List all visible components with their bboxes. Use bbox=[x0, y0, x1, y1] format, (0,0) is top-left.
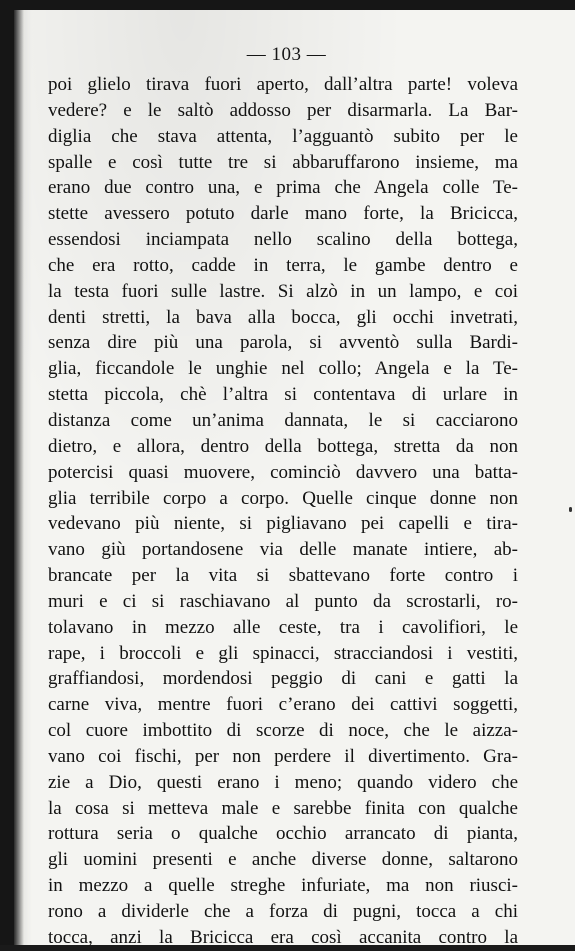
page-number: — 103 — bbox=[246, 44, 327, 65]
text-line: rape, i broccoli e gli spinacci, stracciandosi i vestiti, bbox=[48, 642, 518, 664]
text-line: rono a dividerle che a forza di pugni, tocca a chi bbox=[48, 901, 518, 922]
text-line: brancate per la vita si sbattevano forte contro i bbox=[48, 565, 518, 587]
text-line: gli uomini presenti e anche diverse donne, saltarono bbox=[48, 849, 518, 871]
text-line: vano coi fischi, per non perdere il divertimento. Gra- bbox=[48, 745, 518, 767]
text-line: potercisi quasi muovere, cominciò davvero una batta- bbox=[48, 461, 518, 483]
ink-speck bbox=[569, 507, 572, 512]
text-line: essendosi inciampata nello scalino della bottega, bbox=[48, 229, 518, 251]
text-line: la cosa si metteva male e sarebbe finita con qualche bbox=[48, 797, 518, 819]
text-line: rottura seria o qualche occhio arrancato di pianta, bbox=[48, 823, 518, 845]
text-line: col cuore imbottito di scorze di noce, che le aizza- bbox=[48, 720, 518, 742]
text-line: graffiandosi, mordendosi peggio di cani e gatti la bbox=[48, 668, 518, 690]
text-line: poi glielo tirava fuori aperto, dall’altra parte! voleva bbox=[48, 74, 518, 95]
text-line: tocca, anzi la Bricicca era così accanita contro la bbox=[48, 926, 518, 948]
text-line: vedere? e le saltò addosso per disarmarla. La Bar- bbox=[48, 99, 518, 121]
text-line: vano giù portandosene via delle manate intiere, ab- bbox=[48, 539, 518, 561]
text-line: vedevano più niente, si pigliavano pei capelli e tira- bbox=[48, 513, 518, 535]
text-line: in mezzo a quelle streghe infuriate, ma non riusci- bbox=[48, 875, 518, 897]
text-line: diglia che stava attenta, l’agguantò subito per le bbox=[48, 125, 518, 147]
text-line: distanza come un’anima dannata, le si cacciarono bbox=[48, 409, 518, 431]
book-page bbox=[14, 10, 575, 948]
text-line: senza dire più una parola, si avventò sulla Bardi- bbox=[48, 332, 518, 354]
text-line: erano due contro una, e prima che Angela colle Te- bbox=[48, 177, 518, 199]
text-line: che era rotto, cadde in terra, le gambe dentro e bbox=[48, 254, 518, 276]
gutter-shadow bbox=[14, 10, 24, 945]
text-line: glia terribile corpo a corpo. Quelle cinque donne non bbox=[48, 487, 518, 509]
text-line: stette avessero potuto darle mano forte, la Bricicca, bbox=[48, 203, 518, 225]
text-line: zie a Dio, questi erano i meno; quando videro che bbox=[48, 771, 518, 793]
text-line: spalle e così tutte tre si abbaruffarono insieme, ma bbox=[48, 151, 518, 173]
text-line: tolavano in mezzo alle ceste, tra i cavolifiori, le bbox=[48, 616, 518, 638]
text-line: stetta piccola, chè l’altra si contentava di urlare in bbox=[48, 384, 518, 406]
text-line: denti stretti, la bava alla bocca, gli occhi invetrati, bbox=[48, 306, 518, 328]
body-text bbox=[48, 72, 518, 951]
text-line: carne viva, mentre fuori c’erano dei cattivi soggetti, bbox=[48, 694, 518, 716]
text-line: glia, ficcandole le unghie nel collo; Angela e la Te- bbox=[48, 358, 518, 380]
text-line: la testa fuori sulle lastre. Si alzò in un lampo, e coi bbox=[48, 280, 518, 302]
text-line: dietro, e allora, dentro della bottega, stretta da non bbox=[48, 435, 518, 457]
text-line: muri e ci si raschiavano al punto da scrostarli, ro- bbox=[48, 590, 518, 612]
